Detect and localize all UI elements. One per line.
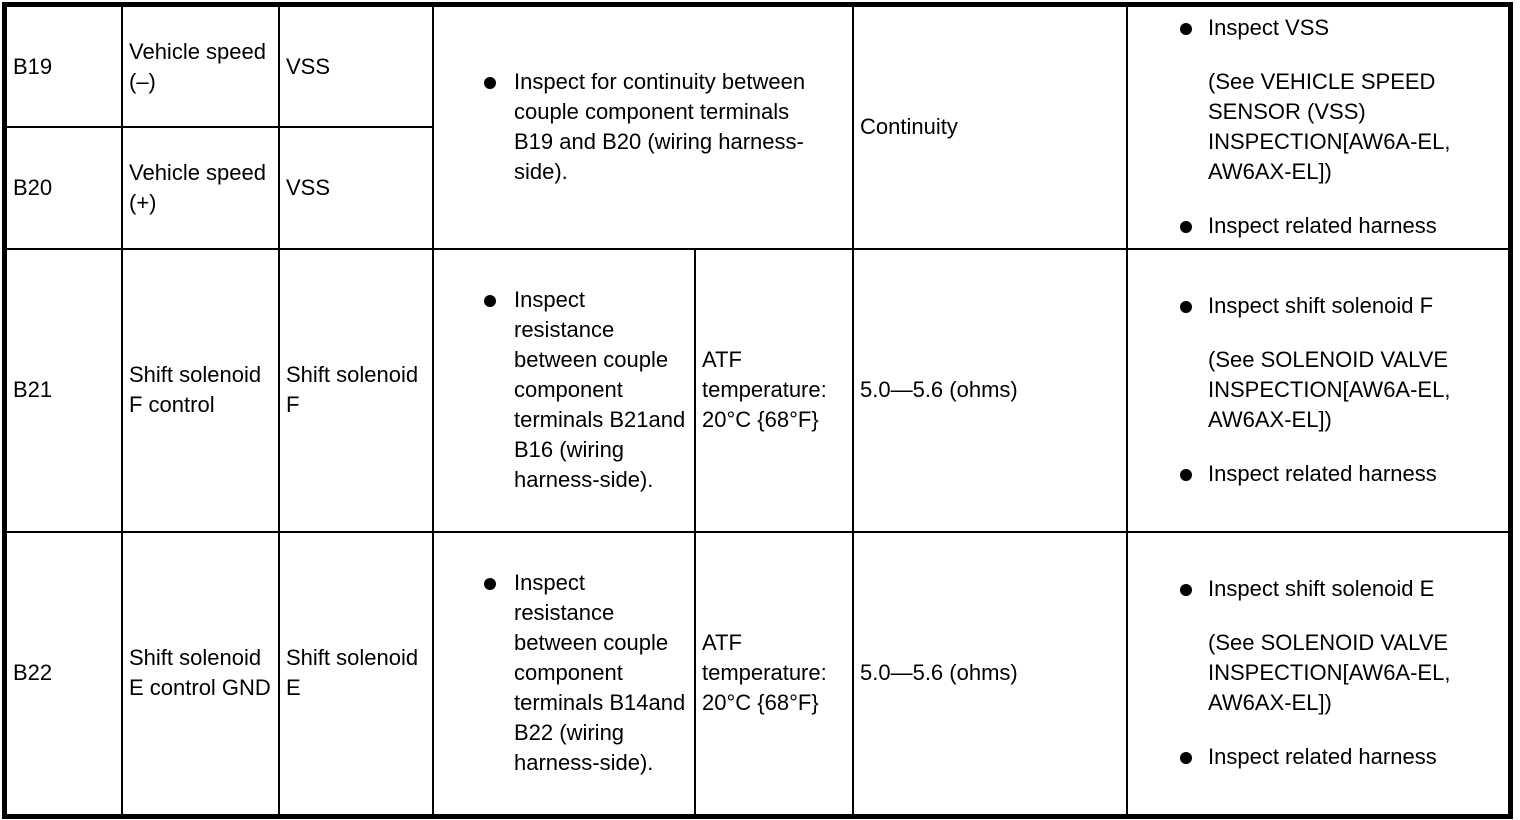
action-list <box>1134 742 1502 772</box>
specification-cell: 5.0—5.6 (ohms) <box>853 249 1127 532</box>
connected-to-cell: Shift solenoid E control GND <box>122 532 279 815</box>
action-note: (See SOLENOID VALVE INSPECTION[AW6A-EL, AW6AX-EL]) <box>1208 347 1451 433</box>
terminal-cell: B21 <box>6 249 122 532</box>
action-item: Inspect related harness <box>1134 742 1502 772</box>
inspection-cell <box>433 249 695 532</box>
action-item: Inspect VSS <box>1134 13 1502 43</box>
connected-to-cell: Vehicle speed (+) <box>122 127 279 248</box>
inspection-table <box>5 5 1510 816</box>
terminal-cell: B20 <box>6 127 122 248</box>
table-row-b19 <box>6 6 1509 127</box>
action-item: Inspect related harness <box>1134 211 1502 241</box>
action-note: (See VEHICLE SPEED SENSOR (VSS) INSPECTION[AW6A-EL, AW6AX-EL]) <box>1208 69 1451 185</box>
component-cell: Shift solenoid E <box>279 532 433 815</box>
inspection-cell <box>433 6 853 249</box>
inspection-list <box>440 285 688 495</box>
specification-cell: Continuity <box>853 6 1127 249</box>
component-cell: VSS <box>279 6 433 127</box>
terminal-cell: B19 <box>6 6 122 127</box>
inspection-list <box>440 568 688 778</box>
condition-cell: ATF temperature: 20°C {68°F} <box>695 249 853 532</box>
action-cell <box>1127 532 1509 815</box>
action-list <box>1134 291 1502 321</box>
inspection-item: Inspect for continuity between couple component terminals B19 and B20 (wiring harness-side). <box>440 67 846 187</box>
terminal-cell: B22 <box>6 532 122 815</box>
connected-to-cell: Shift solenoid F control <box>122 249 279 532</box>
connected-to-cell: Vehicle speed (–) <box>122 6 279 127</box>
table-row-b21 <box>6 249 1509 532</box>
component-cell: VSS <box>279 127 433 248</box>
inspection-item: Inspect resistance between couple component terminals B14and B22 (wiring harness-side). <box>440 568 688 778</box>
action-item: Inspect shift solenoid E <box>1134 574 1502 604</box>
component-cell: Shift solenoid F <box>279 249 433 532</box>
action-list <box>1134 459 1502 489</box>
inspection-item: Inspect resistance between couple component terminals B21and B16 (wiring harness-side). <box>440 285 688 495</box>
action-item: Inspect shift solenoid F <box>1134 291 1502 321</box>
action-list <box>1134 211 1502 241</box>
inspection-cell <box>433 532 695 815</box>
action-list <box>1134 574 1502 604</box>
action-item: Inspect related harness <box>1134 459 1502 489</box>
table-row-b22 <box>6 532 1509 815</box>
condition-cell: ATF temperature: 20°C {68°F} <box>695 532 853 815</box>
action-note: (See SOLENOID VALVE INSPECTION[AW6A-EL, AW6AX-EL]) <box>1208 630 1451 716</box>
action-list <box>1134 13 1502 43</box>
specification-cell: 5.0—5.6 (ohms) <box>853 532 1127 815</box>
action-cell <box>1127 249 1509 532</box>
action-cell <box>1127 6 1509 249</box>
inspection-list <box>440 67 846 187</box>
